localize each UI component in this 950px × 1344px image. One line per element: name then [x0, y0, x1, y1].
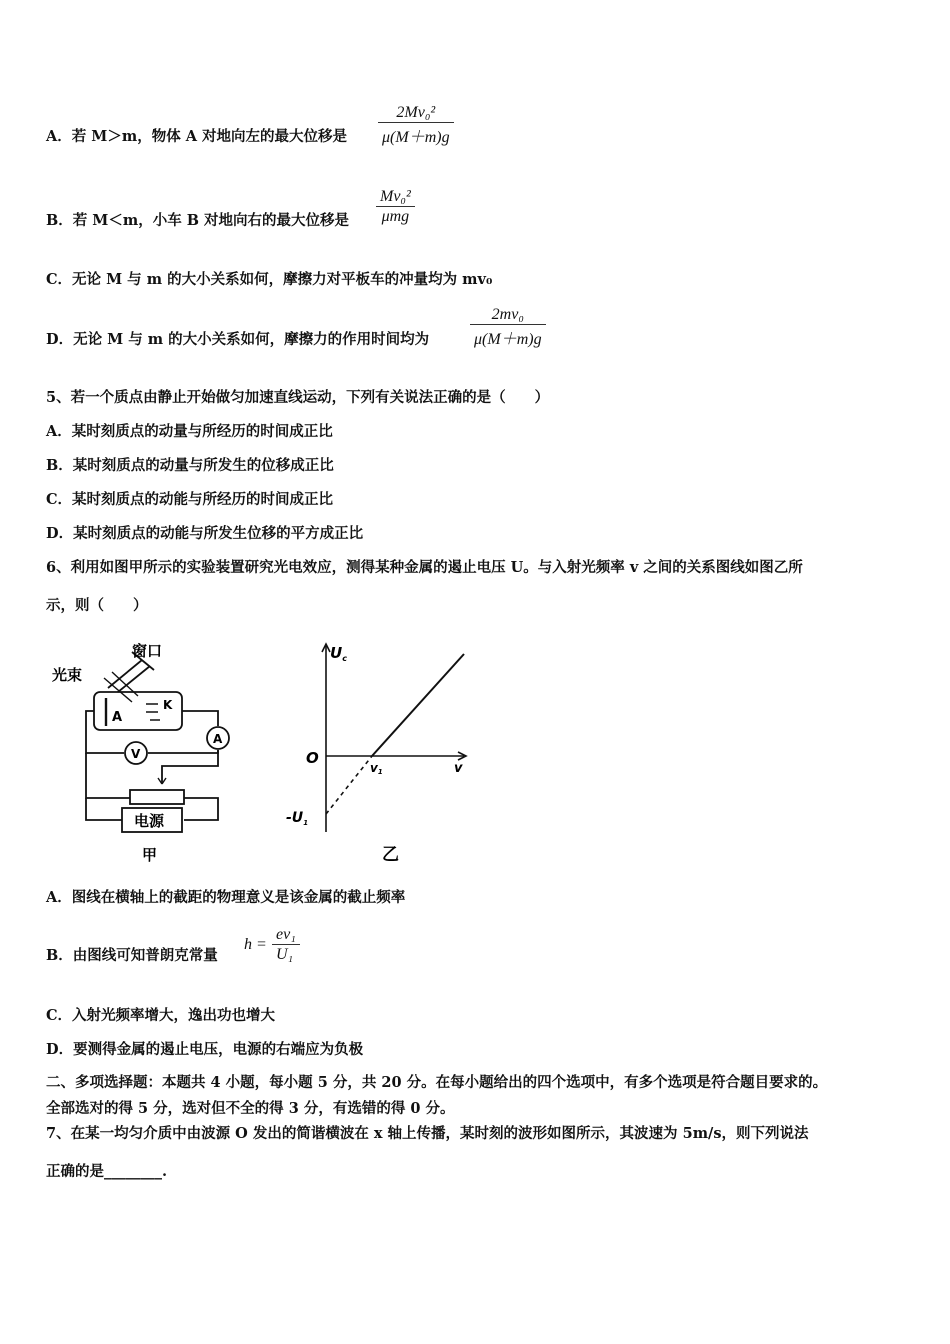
q4-option-c-text: C．无论 M 与 m 的大小关系如何，摩擦力对平板车的冲量均为 mv₀ [46, 271, 493, 288]
q6-option-b: B．由图线可知普朗克常量 [46, 947, 218, 964]
wire-slider [162, 750, 218, 784]
q4-option-a [46, 127, 347, 147]
q6-stem-line2: 示，则（ ） [46, 597, 148, 614]
q5-stem: 5、若一个质点由静止开始做匀加速直线运动，下列有关说法正确的是（ ） [46, 389, 550, 406]
formula-numerator: 2mv₀ [491, 306, 524, 323]
wire-right [182, 711, 218, 726]
rheostat [130, 790, 184, 804]
label-source: 电源 [134, 812, 165, 830]
formula-denominator: μ(M＋m)g [470, 324, 546, 349]
caption-jia: 甲 [142, 846, 158, 864]
y-axis-label: $U_c$ [330, 644, 347, 663]
label-window: 窗口 [132, 642, 163, 660]
q6-option-a: A．图线在横轴上的截距的物理意义是该金属的截止频率 [46, 889, 406, 906]
q7-stem-line1: 7、在某一均匀介质中由波源 O 发出的简谐横波在 x 轴上传播，某时刻的波形如图所示，其波速为 5m/s，则下列说法 [46, 1125, 809, 1142]
wire-bottom-left [86, 798, 122, 820]
formula-numerator: ev₁ [276, 926, 296, 943]
formula-denominator: U₁ [272, 944, 300, 964]
label-cathode: K [163, 698, 173, 712]
q5-option-c: C．某时刻质点的动能与所经历的时间成正比 [46, 491, 334, 508]
x-intercept-label: v1 [370, 761, 383, 776]
uc-v-graph [284, 636, 474, 872]
section2-line2: 全部选对的得 5 分，选对但不全的得 3 分，有选错的得 0 分。 [46, 1100, 455, 1117]
formula-numerator: Mv₀² [380, 188, 411, 205]
label-ammeter: A [213, 732, 223, 746]
q4-option-b-text: B．若 M＜m，小车 B 对地向右的最大位移是 [46, 212, 350, 229]
formula-denominator: μ(M＋m)g [378, 122, 454, 147]
wire-lower-left [86, 753, 130, 798]
circuit-figure [46, 638, 246, 868]
q4-option-d-text: D．无论 M 与 m 的大小关系如何，摩擦力的作用时间均为 [46, 331, 430, 348]
q6-stem-line1: 6、利用如图甲所示的实验装置研究光电效应，测得某种金属的遏止电压 U。与入射光频率 v 之间的关系图线如图乙所 [46, 559, 803, 576]
formula-numerator: 2Mv₀² [396, 104, 436, 121]
electron-arrows [146, 704, 160, 720]
formula-lhs: h = [244, 936, 267, 953]
section2-line1: 二、多项选择题：本题共 4 小题，每小题 5 分，共 20 分。在每小题给出的四个选项中，有多个选项是符合题目要求的。 [46, 1074, 828, 1091]
caption-yi: 乙 [382, 845, 399, 865]
q4-option-a-text: A．若 M＞m，物体 A 对地向左的最大位移是 [46, 128, 348, 145]
q4-option-d [46, 330, 429, 350]
q7-stem-line2: 正确的是________. [46, 1163, 168, 1180]
q5-option-b: B．某时刻质点的动量与所发生的位移成正比 [46, 457, 334, 474]
formula-denominator: μmg [376, 206, 415, 226]
q6-option-b-formula [244, 926, 300, 964]
y-intercept-label: $-U_1$ [286, 810, 309, 827]
q4-option-d-formula [470, 306, 546, 349]
label-anode: A [112, 710, 123, 725]
q4-option-b [46, 211, 349, 231]
wire-mid [148, 750, 218, 753]
q5-option-a: A．某时刻质点的动量与所经历的时间成正比 [46, 423, 333, 440]
q4-option-b-formula [376, 188, 415, 226]
q6-option-c: C．入射光频率增大，逸出功也增大 [46, 1007, 276, 1024]
q4-option-a-formula [378, 104, 454, 147]
label-voltmeter: V [131, 747, 141, 761]
origin-label: O [306, 749, 319, 767]
label-beam: 光束 [52, 666, 83, 684]
wire-lower-right [184, 798, 218, 820]
q4-option-c [46, 270, 492, 290]
q6-option-d: D．要测得金属的遏止电压，电源的右端应为负极 [46, 1041, 364, 1058]
graph-extension-dashed [326, 756, 372, 814]
graph-line [372, 654, 464, 756]
q5-option-d: D．某时刻质点的动能与所发生位移的平方成正比 [46, 525, 364, 542]
x-axis-label: v [454, 761, 463, 776]
